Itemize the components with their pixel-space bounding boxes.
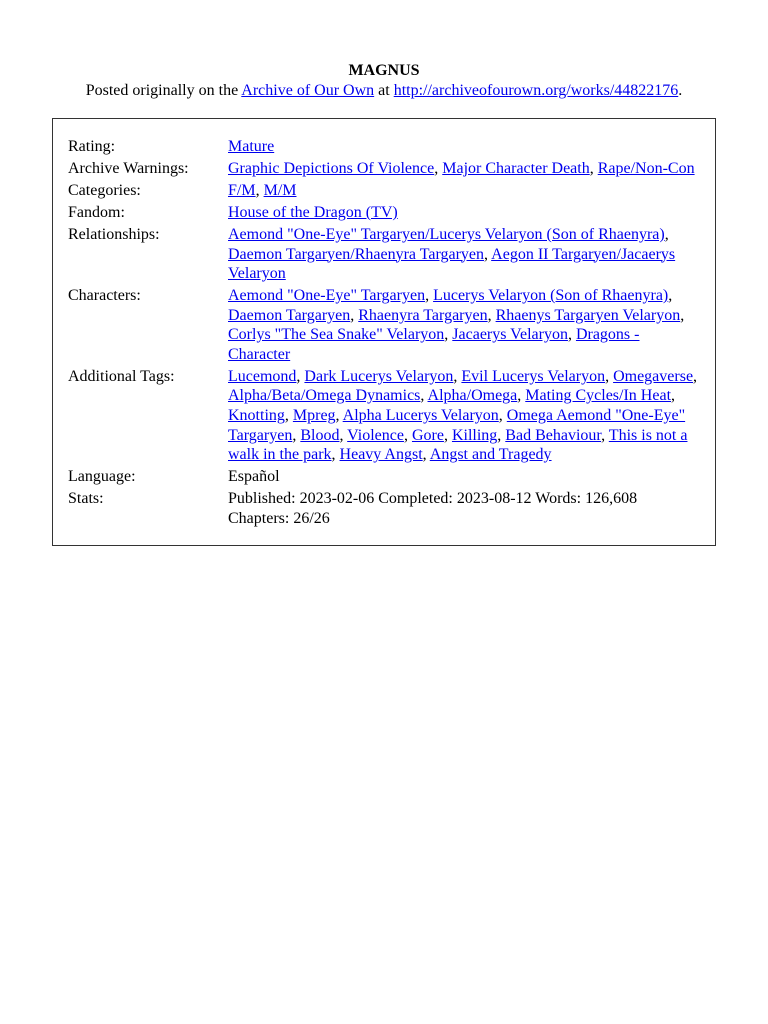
freeform-tag-link[interactable]: Bad Behaviour bbox=[505, 426, 602, 444]
end-punctuation: . bbox=[678, 82, 683, 99]
character-tag-link[interactable]: Jacaerys Velaryon bbox=[452, 326, 568, 344]
tag-separator: , bbox=[668, 287, 673, 305]
freeform-tag-link[interactable]: Angst and Tragedy bbox=[429, 446, 552, 464]
additional-tags-value bbox=[228, 367, 702, 465]
freeform-tag-link[interactable]: Lucemond bbox=[228, 367, 297, 385]
freeform-tag-link[interactable]: Alpha Lucerys Velaryon bbox=[342, 407, 499, 425]
posted-prefix: Posted originally on the bbox=[85, 82, 239, 99]
tag-separator: , bbox=[350, 306, 359, 324]
tag-separator: , bbox=[680, 306, 685, 324]
stat-value: 26/26 bbox=[293, 509, 330, 527]
tag-separator: , bbox=[498, 407, 507, 425]
tag-separator: , bbox=[444, 326, 453, 344]
freeform-tag-link[interactable]: Omegaverse bbox=[613, 367, 694, 385]
character-tag-link[interactable]: Rhaenys Targaryen Velaryon bbox=[495, 306, 681, 324]
characters-value bbox=[228, 286, 702, 364]
freeform-tag-link[interactable]: Blood bbox=[300, 426, 340, 444]
freeform-tag-link[interactable]: Killing bbox=[451, 426, 498, 444]
freeform-tag-link[interactable]: Gore bbox=[411, 426, 444, 444]
tag-separator: , bbox=[487, 306, 496, 324]
tag-separator: , bbox=[422, 446, 430, 464]
warning-tag-link[interactable]: Major Character Death bbox=[442, 159, 590, 177]
tag-separator: , bbox=[443, 426, 452, 444]
rating-value bbox=[228, 137, 702, 157]
tag-separator: , bbox=[255, 181, 264, 199]
fandom-row bbox=[68, 203, 702, 223]
fandom-value bbox=[228, 203, 702, 223]
warnings-value bbox=[228, 159, 702, 179]
tag-separator: , bbox=[497, 426, 506, 444]
tag-separator: , bbox=[589, 159, 598, 177]
tag-separator: , bbox=[671, 387, 676, 405]
work-meta-box bbox=[52, 118, 716, 546]
characters-row bbox=[68, 286, 702, 364]
tag-separator: , bbox=[292, 426, 301, 444]
tag-separator: , bbox=[425, 287, 434, 305]
stat-label: Words: bbox=[535, 490, 582, 508]
at-word: at bbox=[378, 82, 390, 99]
freeform-tag-link[interactable]: Omega Aemond "One-Eye" Targaryen bbox=[228, 407, 686, 444]
tag-separator: , bbox=[284, 407, 293, 425]
freeform-tag-link[interactable]: Alpha/Beta/Omega Dynamics bbox=[228, 387, 421, 405]
warnings-label: Archive Warnings: bbox=[68, 159, 189, 177]
freeform-tag-link[interactable]: Alpha/Omega bbox=[427, 387, 518, 405]
additional-tags-label: Additional Tags: bbox=[68, 367, 175, 385]
tag-separator: , bbox=[296, 367, 305, 385]
category-tag-link[interactable]: F/M bbox=[228, 181, 256, 199]
stat-value: 2023-02-06 bbox=[299, 490, 375, 508]
character-tag-link[interactable]: Aemond "One-Eye" Targaryen bbox=[228, 287, 426, 305]
character-tag-link[interactable]: Daemon Targaryen bbox=[228, 306, 351, 324]
tag-separator: , bbox=[453, 367, 462, 385]
freeform-tag-link[interactable]: Violence bbox=[347, 426, 404, 444]
fandom-tag-link[interactable]: House of the Dragon (TV) bbox=[228, 203, 398, 221]
relationships-value bbox=[228, 225, 702, 284]
stat-value: 126,608 bbox=[585, 490, 638, 508]
categories-row bbox=[68, 181, 702, 201]
tag-separator: , bbox=[693, 367, 698, 385]
warnings-row bbox=[68, 159, 702, 179]
tag-separator: , bbox=[605, 367, 614, 385]
stat-value: 2023-08-12 bbox=[456, 490, 532, 508]
tag-separator: , bbox=[339, 426, 348, 444]
freeform-tag-link[interactable]: Mpreg bbox=[292, 407, 336, 425]
freeform-tag-link[interactable]: Mating Cycles/In Heat bbox=[525, 387, 672, 405]
relationship-tag-link[interactable]: Aegon II Targaryen/Jacaerys Velaryon bbox=[228, 245, 676, 283]
character-tag-link[interactable]: Corlys "The Sea Snake" Velaryon bbox=[228, 326, 445, 344]
posted-line bbox=[0, 81, 768, 101]
work-title: MAGNUS bbox=[348, 62, 420, 79]
freeform-tag-link[interactable]: This is not a walk in the park bbox=[228, 426, 688, 464]
fandom-label: Fandom: bbox=[68, 203, 125, 221]
rating-row bbox=[68, 137, 702, 157]
stats-row bbox=[68, 489, 702, 528]
stat-label: Published: bbox=[228, 490, 296, 508]
language-label: Language: bbox=[68, 468, 136, 486]
character-tag-link[interactable]: Dragons - Character bbox=[228, 326, 640, 363]
tag-separator: , bbox=[403, 426, 412, 444]
character-tag-link[interactable]: Rhaenyra Targaryen bbox=[358, 306, 488, 324]
categories-label: Categories: bbox=[68, 181, 141, 199]
freeform-tag-link[interactable]: Evil Lucerys Velaryon bbox=[461, 367, 606, 385]
relationships-row bbox=[68, 225, 702, 284]
tag-separator: , bbox=[601, 426, 609, 444]
tag-separator: , bbox=[331, 446, 340, 464]
stat-label: Chapters: bbox=[228, 509, 290, 527]
language-row bbox=[68, 467, 702, 487]
relationship-tag-link[interactable]: Daemon Targaryen/Rhaenyra Targaryen bbox=[228, 245, 485, 263]
language-value: Español bbox=[228, 468, 280, 486]
tag-separator: , bbox=[335, 407, 343, 425]
character-tag-link[interactable]: Lucerys Velaryon (Son of Rhaenyra) bbox=[433, 287, 669, 305]
freeform-tag-link[interactable]: Dark Lucerys Velaryon bbox=[304, 367, 454, 385]
tag-separator: , bbox=[434, 159, 443, 177]
tag-separator: , bbox=[664, 225, 669, 243]
additional-tags-row bbox=[68, 367, 702, 465]
freeform-tag-link[interactable]: Heavy Angst bbox=[339, 446, 423, 464]
category-tag-link[interactable]: M/M bbox=[263, 181, 297, 199]
stats-value bbox=[228, 489, 702, 528]
warning-tag-link[interactable]: Graphic Depictions Of Violence bbox=[228, 159, 435, 177]
work-url-link[interactable]: http://archiveofourown.org/works/44822176 bbox=[393, 82, 679, 99]
warning-tag-link[interactable]: Rape/Non-Con bbox=[597, 159, 695, 177]
tag-separator: , bbox=[567, 326, 576, 344]
stat-label: Completed: bbox=[378, 490, 453, 508]
tag-separator: , bbox=[517, 387, 526, 405]
rating-tag-link[interactable]: Mature bbox=[228, 138, 275, 155]
archive-link[interactable]: Archive of Our Own bbox=[241, 82, 375, 99]
characters-label: Characters: bbox=[68, 287, 141, 305]
stats-label: Stats: bbox=[68, 490, 104, 508]
tag-separator: , bbox=[420, 387, 428, 405]
relationships-label: Relationships: bbox=[68, 225, 160, 243]
categories-value bbox=[228, 181, 702, 201]
relationship-tag-link[interactable]: Aemond "One-Eye" Targaryen/Lucerys Velaryon (Son of Rhaenyra) bbox=[228, 225, 665, 243]
tag-separator: , bbox=[484, 245, 492, 263]
freeform-tag-link[interactable]: Knotting bbox=[228, 407, 285, 425]
rating-label: Rating: bbox=[68, 138, 116, 155]
